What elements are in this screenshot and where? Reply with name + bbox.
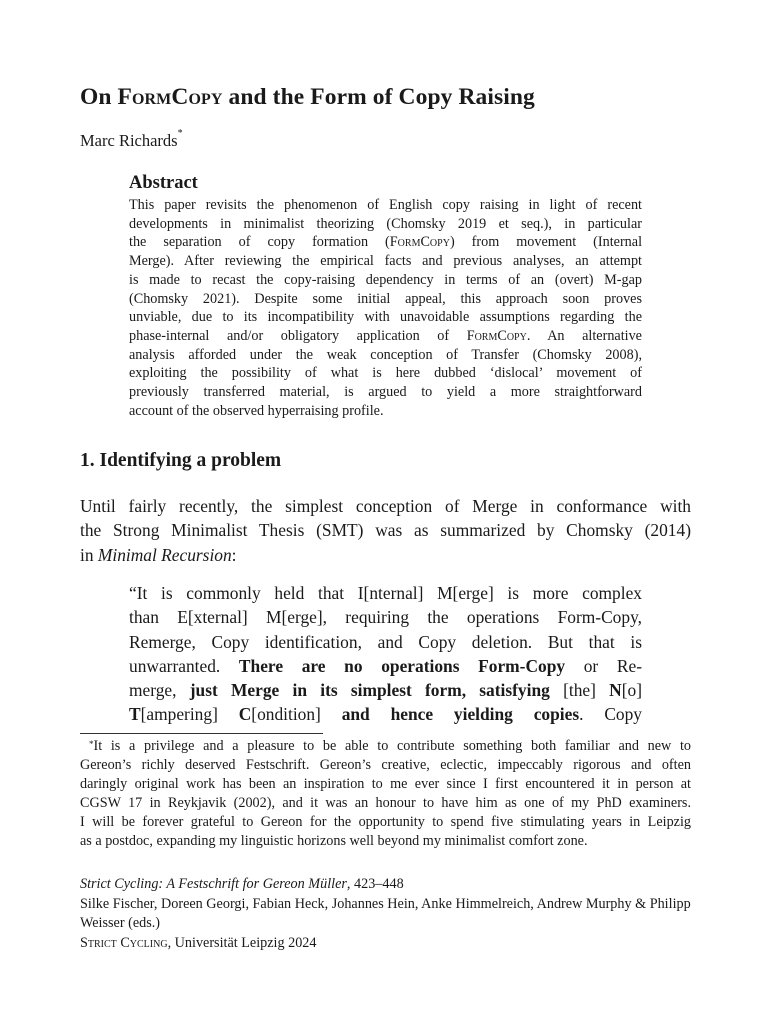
editors-line: Weisser (eds.)	[80, 915, 161, 931]
abstract-line: previously transferred material, is argued to yield a more straightforward	[129, 384, 642, 401]
author-name: Marc Richards	[80, 131, 178, 150]
footnote-line: daringly original work has been an inspiration to me ever since I first encountered it in person at	[80, 775, 691, 792]
footnote-line: Gereon’s richly deserved Festschrift. Gereon’s creative, eclectic, impeccably rigorous and often	[80, 756, 691, 773]
quote-text: [o]	[621, 680, 642, 701]
abstract-line: (Chomsky 2021). Despite some initial appeal, this approach soon proves	[129, 290, 642, 307]
body-italic-title: Minimal Recursion	[97, 544, 232, 565]
body-line	[80, 543, 691, 567]
abstract-line	[129, 233, 642, 252]
quote-line	[129, 678, 642, 702]
source-info	[80, 875, 691, 953]
abstract-line: account of the observed hyperraising profile.	[129, 402, 384, 419]
abstract-line	[129, 327, 642, 346]
editors-line: Silke Fischer, Doreen Georgi, Fabian Heck, Johannes Hein, Anke Himmelreich, Andrew Murphy & Philipp	[80, 895, 691, 912]
footnote	[80, 737, 691, 850]
footnote-line: I will be forever grateful to Gereon for the opportunity to spend five stimulating years in Leipzig	[80, 813, 691, 830]
body-paragraph	[80, 494, 691, 567]
author	[80, 128, 183, 151]
title-suffix: and the Form of Copy Raising	[222, 84, 535, 110]
quote-bold: and hence yielding copies	[341, 704, 580, 725]
abstract-formcopy: FormCopy	[389, 234, 450, 251]
quote-text: merge,	[129, 680, 190, 701]
abstract-line: unviable, due to its incompatibility with unavoidable assumptions regarding the	[129, 309, 642, 326]
abstract-line: developments in minimalist theorizing (Chomsky 2019 et seq.), in particular	[129, 215, 642, 232]
quote-bold: T	[129, 704, 141, 725]
body-text: in	[80, 544, 98, 565]
title-prefix: On	[80, 84, 118, 110]
abstract-line: This paper revisits the phenomenon of English copy raising in light of recent	[129, 197, 642, 213]
quote-line	[129, 702, 642, 726]
quote-line: than E[xternal] M[erge], requiring the operations Form-Copy,	[129, 607, 642, 628]
quote-text: [the]	[549, 680, 610, 701]
abstract-line: Merge). After reviewing the empirical facts and previous analyses, an attempt	[129, 253, 642, 270]
abstract-line: analysis afforded under the weak conception of Transfer (Chomsky 2008),	[129, 346, 642, 363]
title-formcopy: FormCopy	[117, 84, 223, 110]
author-footnote-marker: *	[177, 128, 183, 139]
page-range: , 423–448	[346, 876, 404, 892]
quote-text: [ampering]	[140, 704, 239, 725]
paper-title	[80, 84, 535, 111]
publisher: , Universität Leipzig 2024	[167, 934, 317, 951]
quote-line: Remerge, Copy identification, and Copy deletion. But that is	[129, 631, 642, 652]
footnote-line: as a postdoc, expanding my linguistic horizons well beyond my minimalist comfort zone.	[80, 832, 588, 849]
quote-line	[129, 654, 642, 678]
quote-text: . Copy	[579, 704, 643, 725]
quote-bold: C	[238, 704, 252, 725]
book-title: Strict Cycling: A Festschrift for Gereon Müller	[80, 876, 347, 892]
series-line	[80, 934, 691, 954]
quote-bold: There are no operations Form-Copy	[238, 655, 566, 676]
block-quote	[129, 581, 642, 727]
quote-text: unwarranted.	[129, 655, 239, 676]
section-heading: 1. Identifying a problem	[80, 450, 282, 471]
footnote-text: It is a privilege and a pleasure to be able to contribute something both familiar and new to	[93, 738, 691, 754]
abstract-formcopy: FormCopy	[466, 327, 527, 344]
quote-bold: N	[609, 680, 622, 701]
quote-bold: just Merge in its simplest form, satisfying	[189, 680, 550, 701]
footnote-line: CGSW 17 in Reykjavik (2002), and it was an honour to have him as one of my PhD examiners.	[80, 794, 691, 811]
footnote-marker: *	[89, 739, 94, 749]
abstract-heading: Abstract	[129, 173, 198, 193]
abstract-line: is made to recast the copy-raising dependency in terms of an (overt) M-gap	[129, 271, 642, 288]
quote-line: “It is commonly held that I[nternal] M[erge] is more complex	[129, 583, 642, 603]
quote-text: or Re-	[565, 655, 642, 676]
quote-text: [ondition]	[251, 704, 342, 725]
series-name: Strict Cycling	[80, 934, 168, 951]
source-citation	[80, 875, 691, 895]
abstract-text: ) from movement (Internal	[449, 234, 643, 251]
abstract-text: phase-internal and/or obligatory application of	[129, 327, 467, 344]
body-text: :	[231, 544, 237, 565]
footnote-rule	[80, 733, 323, 734]
abstract-text: . An alternative	[526, 327, 642, 344]
body-line: Until fairly recently, the simplest conception of Merge in conformance with	[80, 496, 691, 516]
abstract-body	[129, 196, 642, 420]
body-line: the Strong Minimalist Thesis (SMT) was as summarized by Chomsky (2014)	[80, 520, 691, 541]
abstract-line: exploiting the possibility of what is here dubbed ‘dislocal’ movement of	[129, 365, 642, 382]
abstract-text: the separation of copy formation (	[129, 234, 390, 251]
footnote-line	[80, 737, 691, 756]
